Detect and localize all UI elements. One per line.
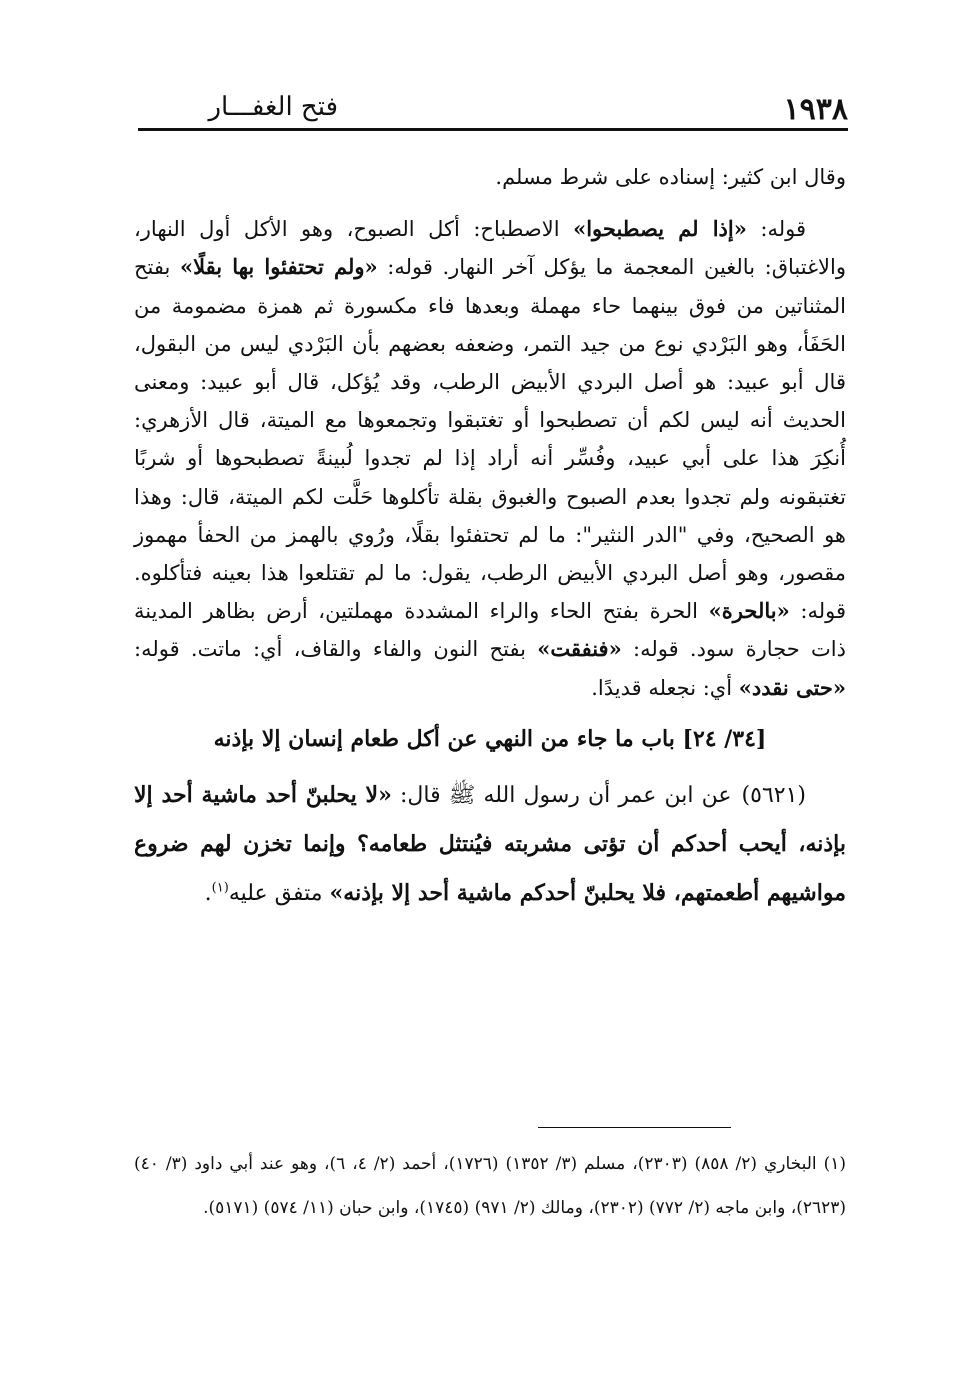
hadith-number: (٥٦٢١) — [741, 782, 806, 808]
footnote-separator — [538, 1127, 731, 1128]
commentary-paragraph — [134, 210, 846, 707]
footnotes — [134, 1142, 846, 1230]
commentary-text: أي: نجعله قديدًا. — [591, 675, 739, 700]
quoted-keyword: «إذا لم يصطبحوا» — [573, 216, 747, 242]
header-rule — [138, 128, 848, 131]
quoted-keyword: «حتى نقدد» — [738, 674, 846, 700]
intro-line: وقال ابن كثير: إسناده على شرط مسلم. — [495, 165, 846, 189]
commentary-text: قوله: — [746, 217, 807, 242]
hadith-ending: متفق عليه — [228, 880, 330, 906]
book-title: فتح الغفـــار — [208, 92, 338, 122]
quoted-keyword: «بالحرة» — [708, 598, 790, 624]
page-number: ١٩٣٨ — [783, 92, 848, 127]
main-text — [134, 158, 846, 918]
page-header — [138, 88, 848, 128]
hadith-paragraph — [134, 771, 846, 918]
footnote-1: (١) البخاري (٢/ ٨٥٨) (٢٣٠٣)، مسلم (٣/ ١٣٥٢) (١٧٢٦)، أحمد (٢/ ٤، ٦)، وهو عند أبي داود (٣/ ٤٠) (٢٦٢٣)، وابن ماجه (٢/ ٧٧٢) (٢٣٠٢)، ومالك (٢/ ٩٧١) (١٧٤٥)، وابن حبان (١١/ ٥٧٤) (٥١٧١). — [134, 1154, 847, 1218]
hadith-isnad: عن ابن عمر أن رسول الله ﷺ قال: — [391, 782, 732, 808]
commentary-text: الاصطباح: أكل الصبوح، وهو الأكل أول النهار، والاغتباق: بالغين المعجمة ما يؤكل آخر النهار. قوله: — [134, 217, 847, 280]
hadith-matn: «لا يحلبنّ أحد ماشية أحد إلا بإذنه، أيحب أحدكم أن تؤتى مشربته فيُنتثل طعامه؟ وإنما تخزن لهم ضروع مواشيهم أطعمتهم، فلا يحلبنّ أحدكم ماشية أحد إلا بإذنه» — [134, 781, 846, 906]
commentary-text: بفتح المثناتين من فوق بينهما حاء مهملة وبعدها فاء مكسورة ثم همزة مضمومة من الحَفَأ، وهو البَرْدي نوع من جيد التمر، وضعفه بعضهم بأن البَرْدي ليس من البقول، قال أبو عبيد: هو أصل البردي الأبيض الرطب، وقد يُؤكل، قال أبو عبيد: ومعنى الحديث أنه ليس لكم أن تصطبحوا أو تغتبقوا وتجمعوها مع الميتة، قال الأزهري: أُنكِرَ هذا على أبي عبيد، وفُسِّر أنه أراد إذا لم تجدوا لُبينةً تصطبحوها أو شربًا تغتبقونه ولم تجدوا بعدم الصبوح والغبوق بقلة تأكلوها حَلَّت لكم الميتة، قال: وهذا هو الصحيح، وفي "الدر النثير": ما لم تحتفئوا بقلًا، ورُوي بالهمز من الحفأ مهموز مقصور، وهو أصل البردي الأبيض الرطب، يقول: ما لم تقتلعوا هذا بعينه فتأكلوه. قوله: — [134, 255, 846, 624]
quoted-keyword: «ولم تحتفئوا بها بقلًا» — [179, 254, 378, 280]
commentary-text: بفتح النون والفاء والقاف، أي: ماتت. قوله: — [134, 637, 538, 662]
footnote-reference: (١) — [211, 880, 229, 896]
hadith-final-punct: . — [204, 880, 212, 906]
section-heading: [٣٤/ ٢٤] باب ما جاء من النهي عن أكل طعام إنسان إلا بإذنه — [213, 725, 767, 752]
commentary-text: الحرة بفتح الحاء والراء المشددة مهملتين، أرض بظاهر المدينة ذات حجارة سود. قوله: — [134, 599, 846, 662]
quoted-keyword: «فنفقت» — [537, 636, 622, 662]
